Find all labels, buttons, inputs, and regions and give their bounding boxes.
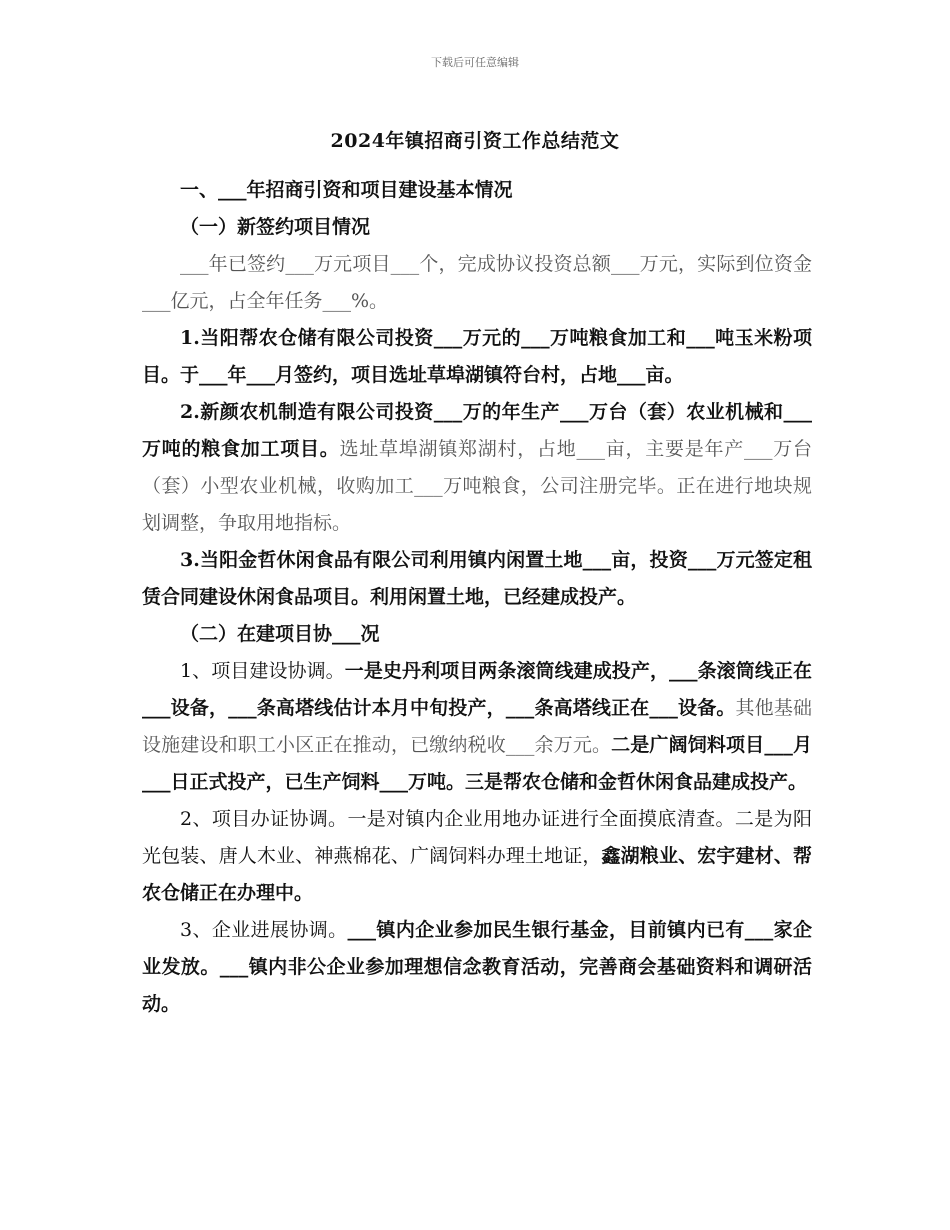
p2-lead: 2、项目办证协调。 (180, 808, 348, 830)
p3-lead: 3、企业进展协调。 (180, 919, 348, 941)
p1-lead: 1、项目建设协调。 (180, 660, 345, 682)
p2-body: 一是对镇内企业用地办证进行全面摸底清查。二是为阳光包装、唐人木业、神燕棉花、广阔饲料办理土地证， (142, 808, 812, 867)
coordination-paragraph-2 (142, 801, 812, 912)
subsection-heading-1: （一）新签约项目情况 (180, 216, 371, 238)
p3-bold: ___镇内企业参加民生银行基金，目前镇内已有___家企业发放。___镇内非公企业参加理想信念教育活动，完善商会基础资料和调研活动。 (142, 919, 812, 1015)
header-note: 下载后可任意编辑 (431, 56, 519, 69)
coordination-paragraph-1 (142, 653, 812, 801)
intro-paragraph: ___年已签约___万元项目___个，完成协议投资总额___万元，实际到位资金___亿元，占全年任务___%。 (142, 253, 812, 312)
item-1-paragraph: 1.当阳帮农仓储有限公司投资___万元的___万吨粮食加工和___吨玉米粉项目。于___年___月签约，项目选址草埠湖镇符台村，占地___亩。 (142, 327, 812, 386)
section-heading-1: 一、___年招商引资和项目建设基本情况 (180, 179, 513, 201)
p2-bold: 鑫湖粮业、宏宇建材、帮农仓储正在办理中。 (142, 845, 812, 904)
p1-bold-2: 二是广阔饲料项目___月___日正式投产，已生产饲料___万吨。三是帮农仓储和金哲休闲食品建成投产。 (142, 734, 812, 793)
document-title: 2024年镇招商引资工作总结范文 (330, 130, 620, 152)
coordination-paragraph-3 (142, 912, 812, 1023)
item-3-paragraph: 3.当阳金哲休闲食品有限公司利用镇内闲置土地___亩，投资___万元签定租赁合同建设休闲食品项目。利用闲置土地，已经建成投产。 (142, 549, 812, 608)
item-2-paragraph (142, 394, 812, 542)
p1-bold: 一是史丹利项目两条滚筒线建成投产，___条滚筒线正在___设备，___条高塔线估计本月中旬投产，___条高塔线正在___设备。 (142, 660, 812, 719)
item-2-rest: 选址草埠湖镇郑湖村，占地___亩，主要是年产___万台（套）小型农业机械，收购加工___万吨粮食，公司注册完毕。正在进行地块规划调整，争取用地指标。 (142, 438, 812, 534)
document-body (142, 172, 812, 1023)
subsection-heading-2: （二）在建项目协___况 (180, 623, 380, 645)
item-2-bold: 2.新颜农机制造有限公司投资___万的年生产___万台（套）农业机械和___万吨的粮食加工项目。 (142, 401, 812, 460)
p1-grey: 其他基础设施建设和职工小区正在推动，已缴纳税收___余万元。 (142, 697, 812, 756)
